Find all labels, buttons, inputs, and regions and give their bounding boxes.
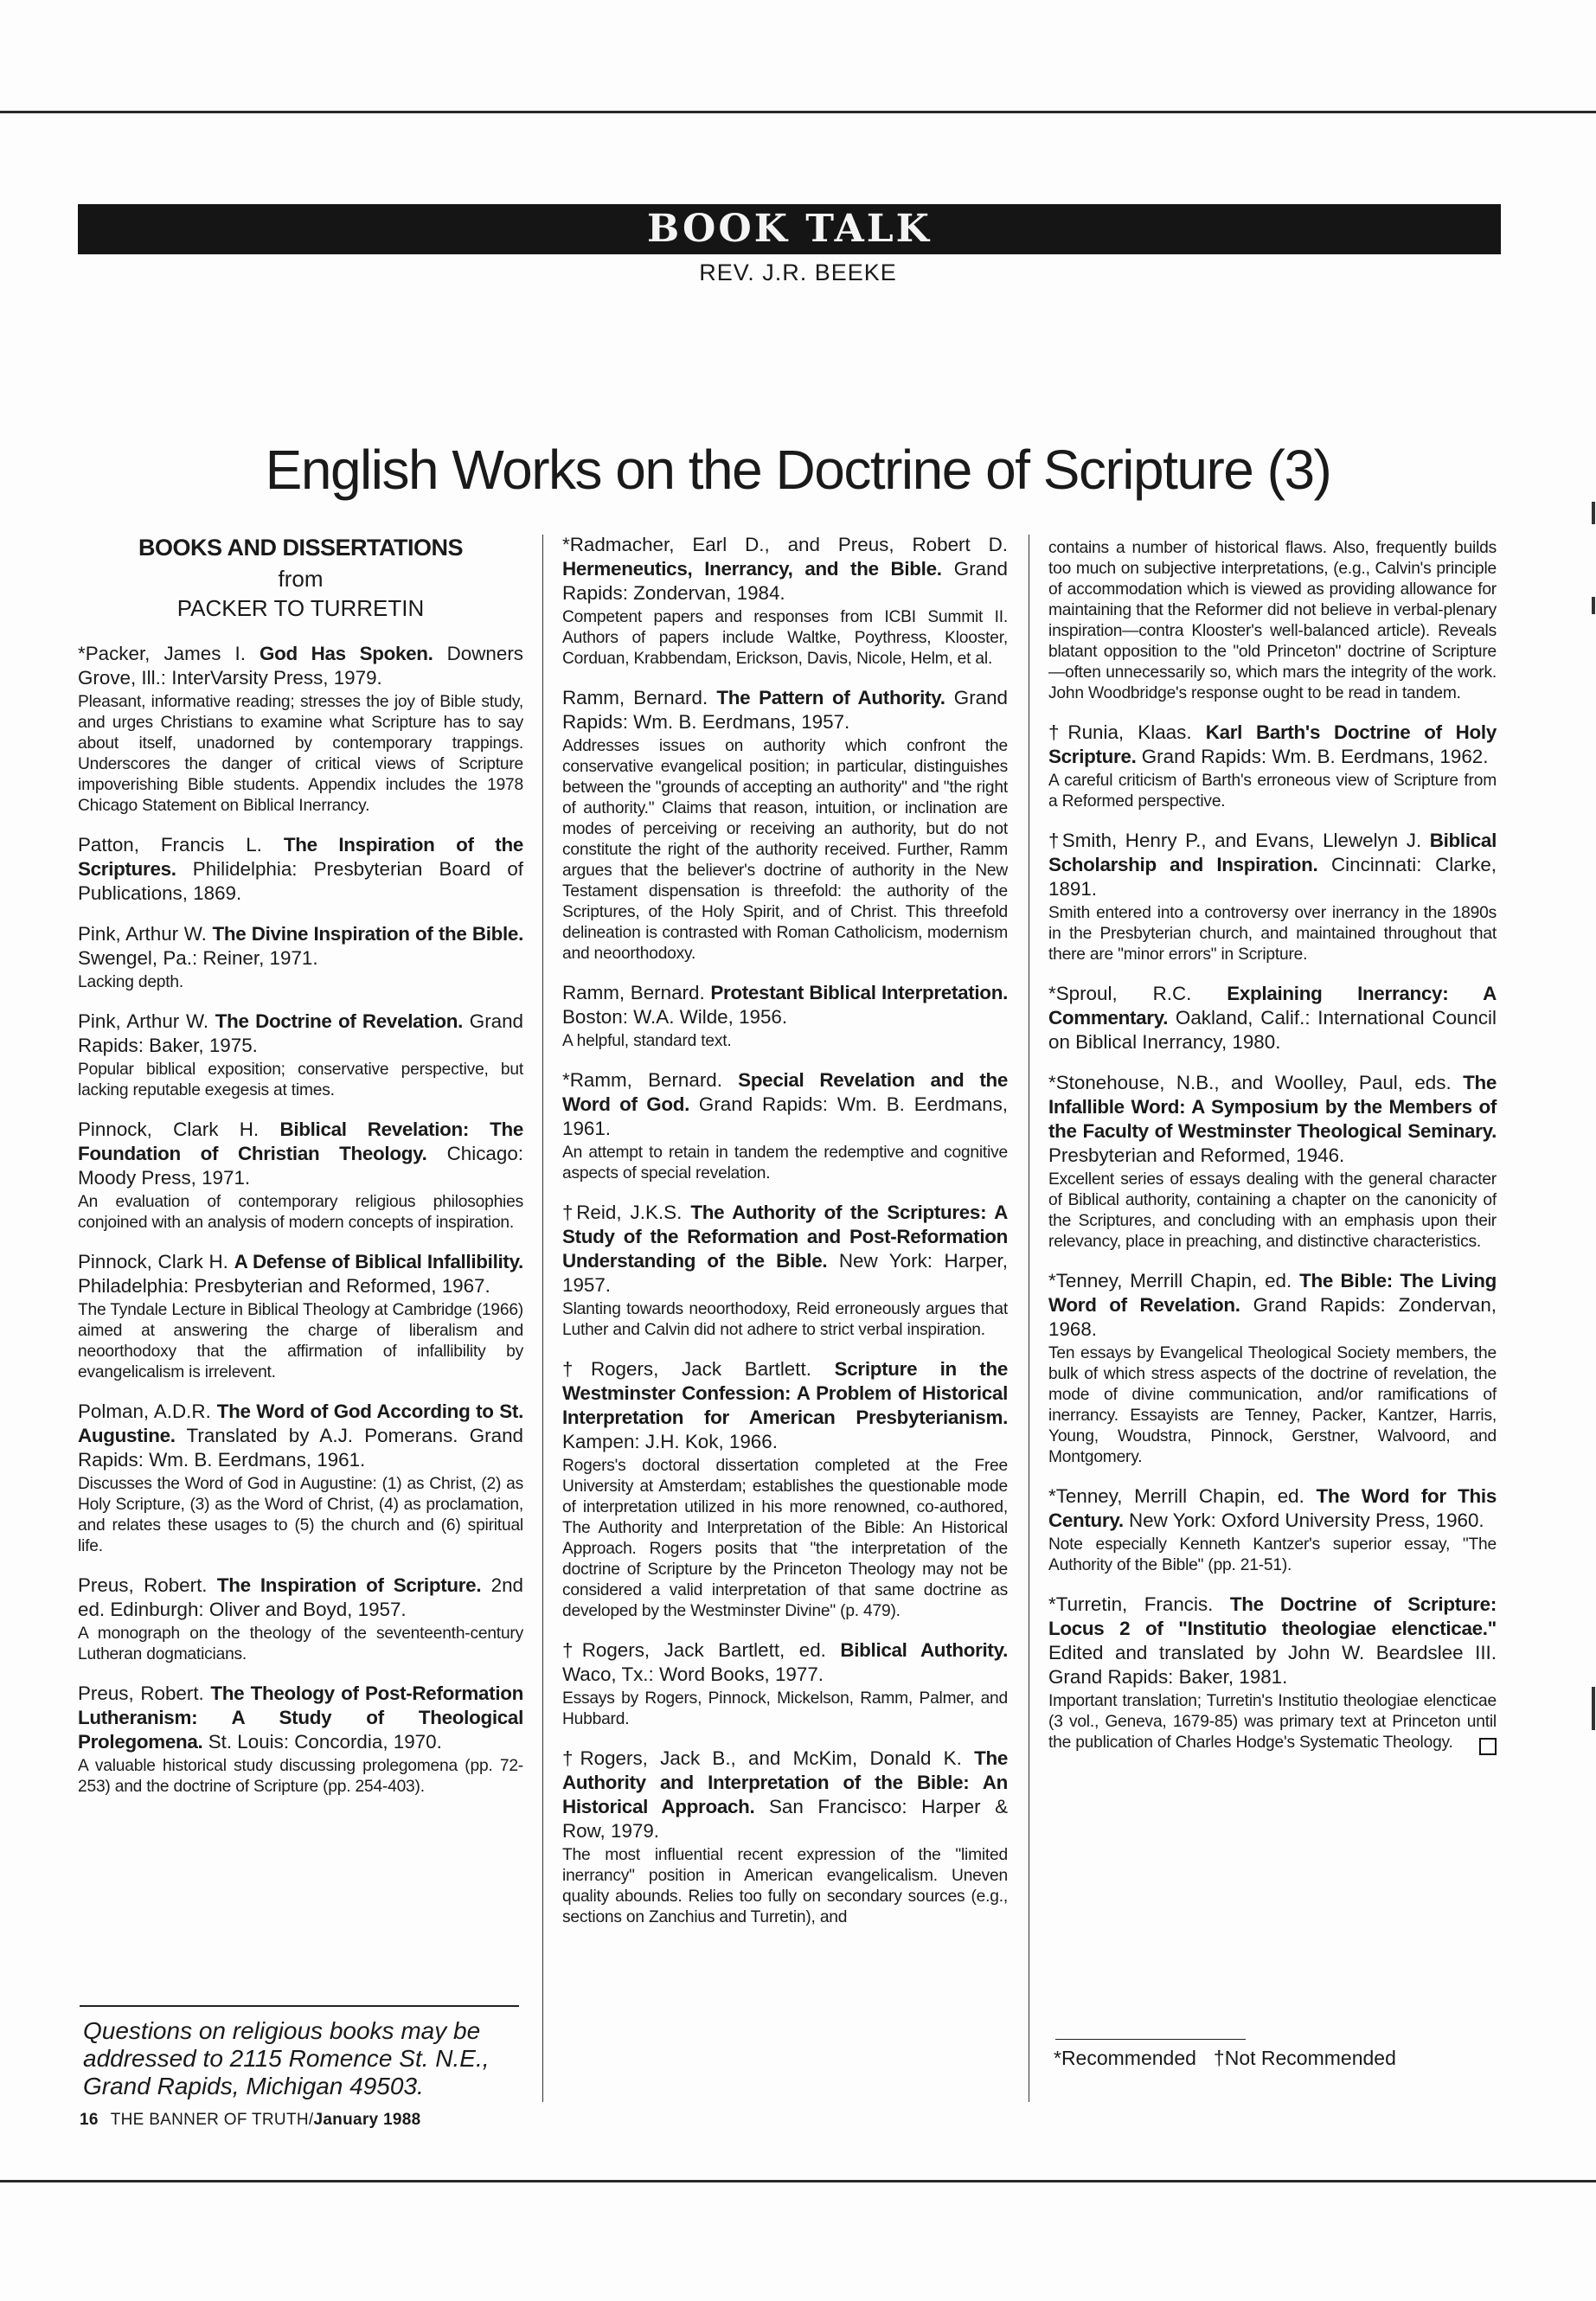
citation: [562, 1201, 1008, 1298]
entry-annotation: Note especially Kenneth Kantzer's superior essay, "The Authority of the Bible" (pp. 21-51).: [1048, 1535, 1497, 1574]
entry-title: Hermeneutics, Inerrancy, and the Bible.: [562, 558, 942, 580]
entry-publication: Boston: W.A. Wilde, 1956.: [562, 1006, 788, 1028]
entry-publication: 2nd ed. Edinburgh: Oliver and Boyd, 1957.: [78, 1574, 523, 1620]
entry-title: Karl Barth's Doctrine of Holy Scripture.: [1048, 721, 1497, 767]
bibliography-entry: [78, 1009, 523, 1101]
bibliography-entry: [1048, 829, 1497, 965]
entry-title: The Doctrine of Scripture: Locus 2 of "Institutio theologiae elencticae.": [1048, 1593, 1497, 1639]
entry-publication: Swengel, Pa.: Reiner, 1971.: [78, 947, 318, 969]
entry-annotation: An attempt to retain in tandem the redemptive and cognitive aspects of special revelation.: [562, 1144, 1008, 1183]
entry-publication: Grand Rapids: Zondervan, 1984.: [562, 558, 1009, 604]
entry-publication: Cincinnati: Clarke, 1891.: [1048, 854, 1497, 900]
scan-edge-mark: [1592, 1687, 1595, 1730]
top-border-rule: [0, 111, 1596, 113]
citation: [562, 1638, 1008, 1687]
entry-title: The Pattern of Authority.: [716, 687, 945, 708]
citation: [562, 1068, 1008, 1141]
rating-mark: †: [1048, 830, 1062, 851]
entry-annotation: A careful criticism of Barth's erroneous view of Scripture from a Reformed perspective.: [1048, 772, 1497, 811]
bibliography-entry: [562, 1357, 1008, 1622]
entry-author: Rogers, Jack B., and McKim, Donald K.: [580, 1747, 975, 1769]
citation: [78, 1682, 523, 1754]
entry-annotation: The most influential recent expression of the "limited inerrancy" position in American evangelicalism. Uneven quality abounds. Relies too fully on secondary sources (e.g., sections on Zanchius and Turretin), and: [562, 1846, 1008, 1926]
bibliography-entry: [1048, 721, 1497, 812]
entry-publication: Chicago: Moody Press, 1971.: [78, 1143, 523, 1189]
entry-annotation: Slanting towards neoorthodoxy, Reid erroneously argues that Luther and Calvin did not adhere to strict verbal inspiration.: [562, 1300, 1008, 1339]
entry-publication: St. Louis: Concordia, 1970.: [202, 1731, 442, 1753]
entry-publication: Grand Rapids: Wm. B. Eerdmans, 1962.: [1136, 746, 1489, 767]
citation: [1048, 1269, 1497, 1342]
bibliography-entry: [1048, 1484, 1497, 1576]
entry-author: Sproul, R.C.: [1055, 983, 1227, 1004]
rating-mark: †: [562, 1202, 577, 1223]
entry-publication: Edited and translated by John W. Beardslee III. Grand Rapids: Baker, 1981.: [1048, 1642, 1497, 1688]
entry-title: Protestant Biblical Interpretation.: [710, 982, 1008, 1003]
entry-author: Tenney, Merrill Chapin, ed.: [1055, 1485, 1317, 1507]
entry-annotation: Excellent series of essays dealing with the general character of Biblical authority, containing a chapter on the canonicity of the Scriptures, and concluding with an emphasis upon their relevancy, place in preaching, and distinctive characteristics.: [1048, 1170, 1497, 1251]
column-right: [1048, 533, 1497, 1770]
rating-mark: †: [562, 1358, 591, 1380]
entry-author: Patton, Francis L.: [78, 834, 284, 856]
entry-publication: Grand Rapids: Baker, 1975.: [78, 1010, 524, 1056]
entry-author: Preus, Robert.: [78, 1682, 211, 1704]
entry-author: Turretin, Francis.: [1055, 1593, 1230, 1615]
page-number: 16: [80, 2111, 99, 2129]
bibliography-entry: [562, 981, 1008, 1052]
entry-title: Scripture in the Westminster Confession: A Problem of Historical Interpretation for American Presbyterianism.: [562, 1358, 1008, 1428]
rating-mark: *: [562, 534, 570, 555]
entry-title: The Doctrine of Revelation.: [215, 1010, 464, 1032]
entry-publication: Grand Rapids: Zondervan, 1968.: [1048, 1294, 1497, 1340]
bibliography-entry-continued: [1048, 538, 1497, 704]
citation: [562, 1747, 1008, 1843]
rating-legend: [1054, 2047, 1413, 2070]
citation: [562, 1357, 1008, 1454]
entry-title: The Bible: The Living Word of Revelation.: [1048, 1270, 1497, 1316]
entry-annotation: A valuable historical study discussing prolegomena (pp. 72-253) and the doctrine of Scripture (pp. 254-403).: [78, 1757, 523, 1796]
legend-not-recommended: †Not Recommended: [1213, 2047, 1396, 2069]
bibliography-entry: [1048, 1071, 1497, 1253]
entry-annotation: Smith entered into a controversy over inerrancy in the 1890s in the Presbyterian church, and maintained throughout that there are "minor errors" in Scripture.: [1048, 904, 1497, 964]
entry-title: The Divine Inspiration of the Bible.: [212, 923, 524, 945]
bibliography-entry: [562, 1638, 1008, 1730]
citation: [1048, 1484, 1497, 1533]
bibliography-entry: [78, 833, 523, 906]
entry-annotation: Lacking depth.: [78, 973, 184, 991]
entry-author: Pinnock, Clark H.: [78, 1251, 234, 1272]
bibliography-entry: [562, 533, 1008, 670]
scan-edge-mark: [1592, 597, 1595, 614]
citation: [1048, 829, 1497, 901]
entry-annotation-text: Important translation; Turretin's Institutio theologiae elencticae (3 vol., Geneva, 1679-85) was primary text at Princeton until the publication of Charles Hodge's Systematic Theology.: [1048, 1692, 1497, 1752]
rating-mark: †: [1048, 721, 1068, 743]
entry-title: The Word for This Century.: [1048, 1485, 1497, 1531]
bibliography-entry: [78, 922, 523, 993]
rating-mark: †: [562, 1639, 582, 1661]
rating-mark: *: [78, 643, 86, 664]
entry-publication: New York: Harper, 1957.: [562, 1250, 1008, 1296]
entry-author: Runia, Klaas.: [1067, 721, 1206, 743]
column-middle: [562, 533, 1008, 1945]
legend-divider: [1055, 2039, 1246, 2040]
entry-publication: Kampen: J.H. Kok, 1966.: [562, 1431, 778, 1452]
rating-mark: *: [1048, 983, 1056, 1004]
end-of-article-box-icon: [1479, 1738, 1497, 1755]
entry-annotation: A helpful, standard text.: [562, 1032, 732, 1050]
bibliography-entry: [78, 1118, 523, 1234]
entry-author: Packer, James I.: [85, 643, 260, 664]
entry-publication: Grand Rapids: Wm. B. Eerdmans, 1957.: [562, 687, 1009, 733]
entry-title: The Word of God According to St. Augustine.: [78, 1400, 523, 1446]
article-headline: English Works on the Doctrine of Scripture (3): [265, 439, 1331, 501]
rating-mark: *: [1048, 1485, 1056, 1507]
entry-annotation: An evaluation of contemporary religious philosophies conjoined with an analysis of modern concepts of inspiration.: [78, 1193, 523, 1232]
citation: [78, 1400, 523, 1472]
entry-author: Tenney, Merrill Chapin, ed.: [1055, 1270, 1300, 1292]
contact-divider: [80, 2005, 519, 2007]
entry-publication: Presbyterian and Reformed, 1946.: [1048, 1144, 1345, 1166]
entry-publication: Oakland, Calif.: International Council on Biblical Inerrancy, 1980.: [1048, 1007, 1497, 1053]
entry-publication: Philidelphia: Presbyterian Board of Publications, 1869.: [78, 858, 523, 904]
entry-author: Reid, J.K.S.: [576, 1202, 691, 1223]
section-title: BOOKS AND DISSERTATIONS: [138, 535, 464, 561]
bibliography-entry: [78, 642, 523, 817]
entry-annotation: A monograph on the theology of the seventeenth-century Lutheran dogmaticians.: [78, 1625, 523, 1663]
entry-publication: Downers Grove, Ill.: InterVarsity Press, 1979.: [78, 643, 523, 689]
entry-author: Ramm, Bernard.: [569, 1069, 739, 1091]
entry-title: The Inspiration of Scripture.: [216, 1574, 482, 1596]
entry-title: A Defense of Biblical Infallibility.: [234, 1251, 523, 1272]
bibliography-entry: [562, 686, 1008, 965]
entry-author: Ramm, Bernard.: [562, 687, 717, 708]
rating-mark: *: [1048, 1270, 1056, 1292]
citation: [78, 922, 523, 971]
entry-annotation: Essays by Rogers, Pinnock, Mickelson, Ramm, Palmer, and Hubbard.: [562, 1689, 1008, 1728]
publication-name: THE BANNER OF TRUTH/: [110, 2111, 314, 2129]
entry-author: Polman, A.D.R.: [78, 1400, 217, 1422]
entry-author: Ramm, Bernard.: [562, 982, 711, 1003]
citation: [1048, 721, 1497, 769]
contact-address: Questions on religious books may be addressed to 2115 Romence St. N.E., Grand Rapids, Michigan 49503.: [83, 2017, 490, 2099]
entry-author: Pinnock, Clark H.: [78, 1118, 280, 1140]
issue-date: January 1988: [313, 2111, 421, 2129]
entry-publication: Waco, Tx.: Word Books, 1977.: [562, 1663, 824, 1685]
entry-title: Biblical Authority.: [840, 1639, 1009, 1661]
column-left: [78, 533, 523, 1814]
entry-annotation: The Tyndale Lecture in Biblical Theology at Cambridge (1966) aimed at answering the charge of liberalism and neoorthodoxy that the affirmation of infallibility by evangelicalism is irrelevent.: [78, 1301, 523, 1381]
entry-title: The Infallible Word: A Symposium by the Members of the Faculty of Westminster Theological Seminary.: [1048, 1072, 1497, 1142]
entry-annotation: contains a number of historical flaws. Also, frequently builds too much on subjective interpretations, (e.g., Calvin's principle of accommodation which is viewed as providing allowance for maintaining that the Reformer did not believe in verbal-plenary inspiration—contra Klooster's well-balanced article). Reveals blatant opposition to the "old Princeton" doctrine of Scripture—often unnecessarily so, which mars the integrity of the work. John Woodbridge's response ought to be read in tandem.: [1048, 539, 1497, 702]
entry-publication: Grand Rapids: Wm. B. Eerdmans, 1961.: [562, 1093, 1008, 1139]
citation: [78, 833, 523, 906]
rating-mark: *: [1048, 1593, 1056, 1615]
legend-recommended: *Recommended: [1054, 2047, 1196, 2069]
entry-author: Stonehouse, N.B., and Woolley, Paul, eds.: [1055, 1072, 1464, 1093]
entry-title: The Authority and Interpretation of the Bible: An Historical Approach.: [562, 1747, 1008, 1817]
entry-title: The Theology of Post-Reformation Lutheranism: A Study of Theological Prolegomena.: [78, 1682, 523, 1753]
bottom-border-rule: [0, 2180, 1596, 2182]
entry-author: Preus, Robert.: [78, 1574, 217, 1596]
entry-publication: San Francisco: Harper & Row, 1979.: [562, 1796, 1008, 1842]
entry-publication: New York: Oxford University Press, 1960.: [1123, 1509, 1484, 1531]
entry-author: Radmacher, Earl D., and Preus, Robert D.: [569, 534, 1008, 555]
section-range: PACKER TO TURRETIN: [176, 595, 425, 621]
bibliography-entry: [562, 1068, 1008, 1184]
entry-author: Pink, Arthur W.: [78, 1010, 215, 1032]
citation: [78, 642, 523, 690]
bibliography-entry: [78, 1574, 523, 1665]
citation: [78, 1009, 523, 1058]
entry-annotation: Pleasant, informative reading; stresses the joy of Bible study, and urges Christians to examine what Scripture has to say about itself, unadorned by contemporary trappings. Underscores the danger of critical views of Scripture impoverishing Bible students. Appendix includes the 1978 Chicago Statement on Biblical Inerrancy.: [78, 693, 523, 815]
rating-mark: *: [1048, 1072, 1056, 1093]
entry-author: Rogers, Jack Bartlett.: [590, 1358, 835, 1380]
entry-title: God Has Spoken.: [259, 643, 433, 664]
entry-annotation: Discusses the Word of God in Augustine: (1) as Christ, (2) as Holy Scripture, (3) as the Word of Christ, (4) as proclamation, and relates these usages to (5) the church and (6) spiritual life.: [78, 1475, 523, 1555]
bibliography-entry: [562, 1747, 1008, 1928]
section-from: from: [278, 566, 324, 592]
rating-mark: †: [562, 1747, 580, 1769]
entry-author: Rogers, Jack Bartlett, ed.: [581, 1639, 841, 1661]
entry-title: Explaining Inerrancy: A Commentary.: [1048, 983, 1497, 1029]
entry-annotation: Rogers's doctoral dissertation completed at the Free University at Amsterdam; establishes the questionable mode of interpretation utilized in his more renowned, co-authored, The Authority and Interpretation of the Bible: An Historical Approach. Rogers posits that "the interpretation of the doctrine of Scripture by the Princeton Theology may not be considered a valid interpretation of that same doctrine as developed by the Westminster Divine" (p. 479).: [562, 1457, 1008, 1620]
entry-author: Smith, Henry P., and Evans, Llewelyn J.: [1061, 830, 1430, 851]
citation: [1048, 1071, 1497, 1168]
entry-annotation: Ten essays by Evangelical Theological Society members, the bulk of which stress aspects of the doctrine of revelation, the mode of divine communication, and/or ramifications of inerrancy. Essayists are Tenney, Packer, Kantzer, Harris, Young, Woudstra, Pinnock, Gerstner, Walvoord, and Montgomery.: [1048, 1344, 1497, 1466]
bibliography-entry: [1048, 1593, 1497, 1753]
column-banner: BOOK TALK: [78, 204, 1501, 254]
scan-edge-mark: [1592, 502, 1595, 524]
bibliography-entry: [562, 1201, 1008, 1341]
entry-annotation: Competent papers and responses from ICBI Summit II. Authors of papers include Waltke, Poythress, Klooster, Corduan, Krabbendam, Erickson, Davis, Nicole, Helm, et al.: [562, 608, 1008, 668]
entry-title: Biblical Scholarship and Inspiration.: [1048, 830, 1497, 875]
citation: [78, 1118, 523, 1190]
citation: [78, 1250, 523, 1298]
entry-annotation: [1048, 1691, 1497, 1753]
citation: [562, 533, 1008, 606]
entry-publication: Philadelphia: Presbyterian and Reformed, 1967.: [78, 1275, 490, 1297]
rating-mark: *: [562, 1069, 570, 1091]
citation: [78, 1574, 523, 1622]
entry-title: The Inspiration of the Scriptures.: [78, 834, 523, 880]
entry-annotation: Popular biblical exposition; conservative perspective, but lacking reputable exegesis at times.: [78, 1061, 523, 1099]
entry-annotation: Addresses issues on authority which confront the conservative evangelical position; in particular, distinguishes between the "grounds of accepting an authority" and "the right of authority." Claims that reason, intuition, or inclination are modes of perceiving or receiving an authority, but do not constitute the right of the authority received. Further, Ramm argues that the believer's doctrine of authority in the New Testament dispensation is threefold: the authority of the Scriptures, of the Holy Spirit, and of Christ. This threefold delineation is contrasted with Roman Catholicism, modernism and neoorthodoxy.: [562, 737, 1008, 963]
bibliography-entry: [78, 1250, 523, 1383]
citation: [562, 981, 1008, 1029]
author-byline: REV. J.R. BEEKE: [699, 260, 897, 285]
bibliography-entry: [78, 1400, 523, 1557]
entry-title: Biblical Revelation: The Foundation of Christian Theology.: [78, 1118, 524, 1164]
bibliography-entry: [1048, 982, 1497, 1054]
entry-author: Pink, Arthur W.: [78, 923, 213, 945]
entry-publication: Translated by A.J. Pomerans. Grand Rapids: Wm. B. Eerdmans, 1961.: [78, 1425, 523, 1471]
citation: [562, 686, 1008, 734]
entry-title: Special Revelation and the Word of God.: [562, 1069, 1008, 1115]
entry-title: The Authority of the Scriptures: A Study of the Reformation and Post-Reformation Understanding of the Bible.: [562, 1202, 1008, 1272]
page-footer: [80, 2111, 420, 2130]
column-divider: [542, 535, 543, 2102]
citation: [1048, 1593, 1497, 1689]
bibliography-entry: [78, 1682, 523, 1798]
citation: [1048, 982, 1497, 1054]
bibliography-entry: [1048, 1269, 1497, 1468]
